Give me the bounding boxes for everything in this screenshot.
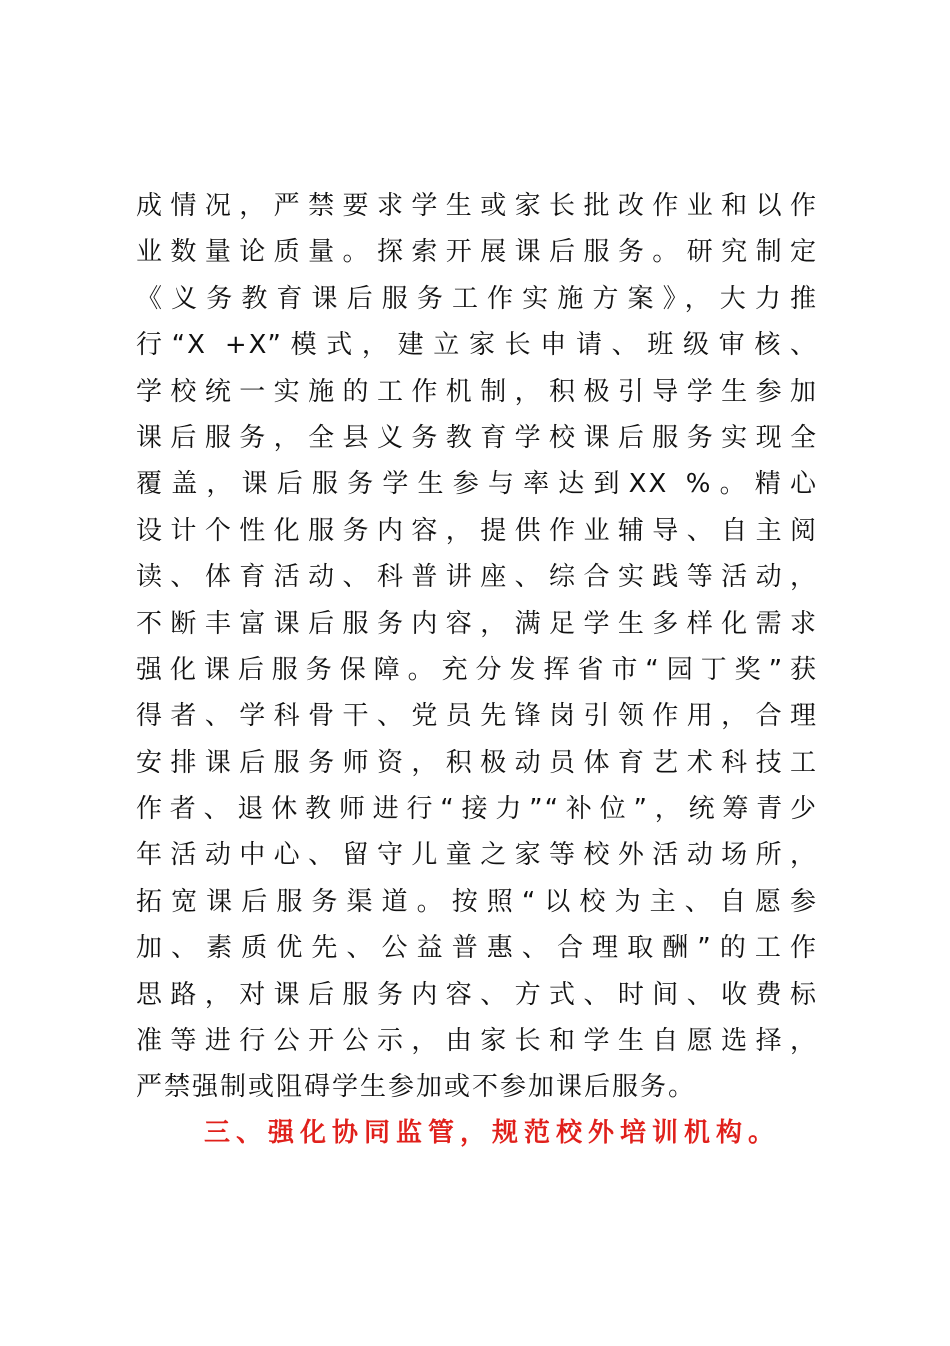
text-line-8: 设计个性化服务内容，提供作业辅导、自主阅 [136,515,818,546]
text-line-13: 安排课后服务师资，积极动员体育艺术科技工 [136,747,818,778]
text-line-9: 读、体育活动、科普讲座、综合实践等活动， [136,562,818,593]
text-line-6: 课后服务，全县义务教育学校课后服务实现全 [136,422,818,453]
text-line-14: 作者、退休教师进行“接力”“补位”，统筹青少 [136,794,818,825]
text-line-10: 不断丰富课后服务内容，满足学生多样化需求 [136,608,818,639]
text-line-11: 强化课后服务保障。充分发挥省市“园丁奖”获 [136,654,818,685]
text-line-3: 《义务教育课后服务工作实施方案》，大力推 [136,283,818,314]
text-line-20: 严禁强制或阻碍学生参加或不参加课后服务。 [136,1072,697,1103]
section-heading: 三、强化协同监管，规范校外培训机构。 [204,1118,781,1148]
body-paragraph [136,183,818,1111]
text-line-17: 加、素质优先、公益普惠、合理取酬”的工作 [136,933,818,964]
text-line-12: 得者、学科骨干、党员先锋岗引领作用，合理 [136,701,818,732]
text-line-16: 拓宽课后服务渠道。按照“以校为主、自愿参 [136,886,818,917]
text-line-7: 覆盖，课后服务学生参与率达到XX %。精心 [136,469,818,500]
text-line-2: 业数量论质量。探索开展课后服务。研究制定 [136,237,818,268]
text-line-5: 学校统一实施的工作机制，积极引导学生参加 [136,376,818,407]
text-line-19: 准等进行公开公示，由家长和学生自愿选择， [136,1026,818,1057]
text-line-1: 成情况，严禁要求学生或家长批改作业和以作 [136,191,818,221]
text-line-18: 思路，对课后服务内容、方式、时间、收费标 [136,979,818,1010]
text-line-4: 行“X +X”模式，建立家长申请、班级审核、 [136,330,818,361]
text-line-15: 年活动中心、留守儿童之家等校外活动场所， [136,840,818,871]
